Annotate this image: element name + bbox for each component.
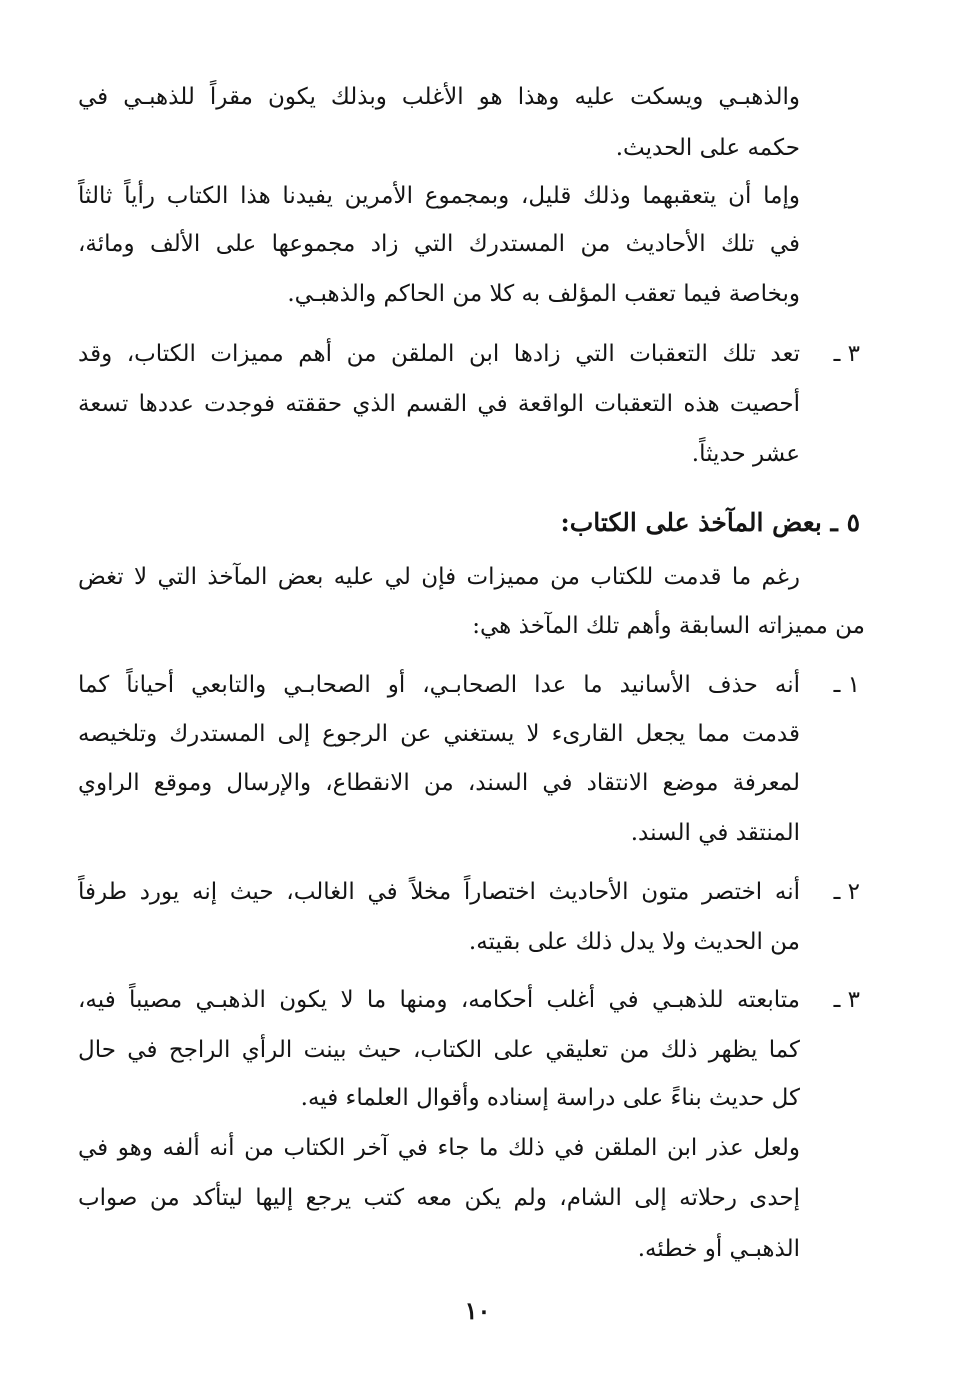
text-line: الذهبـي أو خطئه. xyxy=(637,1236,800,1262)
text-line: لمعرفة موضع الانتقاد في السند، من الانقطاع، والإرسال وموقع الراوي xyxy=(78,770,800,796)
text-line: وبخاصة فيما تعقب المؤلف به كلا من الحاكم والذهبـي. xyxy=(287,281,800,307)
text-line: قدمت مما يجعل القارىء لا يستغني عن الرجوع إلى المستدرك وتلخيصه xyxy=(78,721,800,747)
text-line: رغم ما قدمت للكتاب من مميزات فإن لي عليه بعض المآخذ التي لا تغض xyxy=(78,564,800,590)
text-line: متابعته للذهبـي في أغلب أحكامه، ومنها ما لا يكون الذهبـي مصيباً فيه، xyxy=(78,987,800,1013)
text-line: تعد تلك التعقبات التي زادها ابن الملقن من أهم مميزات الكتاب، وقد xyxy=(78,341,800,367)
text-line: ولعل عذر ابن الملقن في ذلك ما جاء في آخر الكتاب من أنه ألفه وهو في xyxy=(78,1135,800,1161)
text-line: من الحديث ولا يدل ذلك على بقيته. xyxy=(468,929,800,955)
text-line: أحصيت هذه التعقبات الواقعة في القسم الذي حققته فوجدت عددها تسعة xyxy=(78,391,801,417)
list-number: ٣ ـ xyxy=(833,341,860,367)
text-line: أنه اختصر متون الأحاديث اختصاراً مخلاً في الغالب، حيث إنه يورد طرفاً xyxy=(78,879,800,905)
text-line: وإما أن يتعقبهما وذلك قليل، وبمجموع الأمرين يفيدنا هذا الكتاب رأياً ثالثاً xyxy=(78,183,800,209)
text-line: من مميزاته السابقة وأهم تلك المآخذ هي: xyxy=(472,613,865,639)
text-line: والذهبـي ويسكت عليه وهذا هو الأغلب وبذلك يكون مقراً للذهبـي في xyxy=(78,84,800,110)
page-number: ١٠ xyxy=(464,1296,491,1325)
text-line: إحدى رحلاته إلى الشام، ولم يكن معه كتب يرجع إليها ليتأكد من صواب xyxy=(78,1185,800,1211)
section-heading: ٥ ـ بعض المآخذ على الكتاب: xyxy=(560,508,860,537)
list-number: ١ ـ xyxy=(833,672,860,698)
text-line: عشر حديثاً. xyxy=(691,441,800,467)
list-number: ٣ ـ xyxy=(833,987,860,1013)
text-line: كل حديث بناءً على دراسة إسناده وأقوال العلماء فيه. xyxy=(300,1085,800,1111)
text-line: كما يظهر ذلك من تعليقي على الكتاب، حيث بينت الرأي الراجح في حال xyxy=(78,1037,800,1063)
list-number: ٢ ـ xyxy=(833,879,860,905)
text-line: المنتقد في السند. xyxy=(630,820,800,846)
text-line: أنه حذف الأسانيد ما عدا الصحابـي، أو الصحابـي والتابعي أحياناً كما xyxy=(78,672,800,698)
text-line: حكمه على الحديث. xyxy=(615,135,800,161)
text-line: في تلك الأحاديث من المستدرك التي زاد مجموعها على الألف ومائة، xyxy=(78,231,800,257)
